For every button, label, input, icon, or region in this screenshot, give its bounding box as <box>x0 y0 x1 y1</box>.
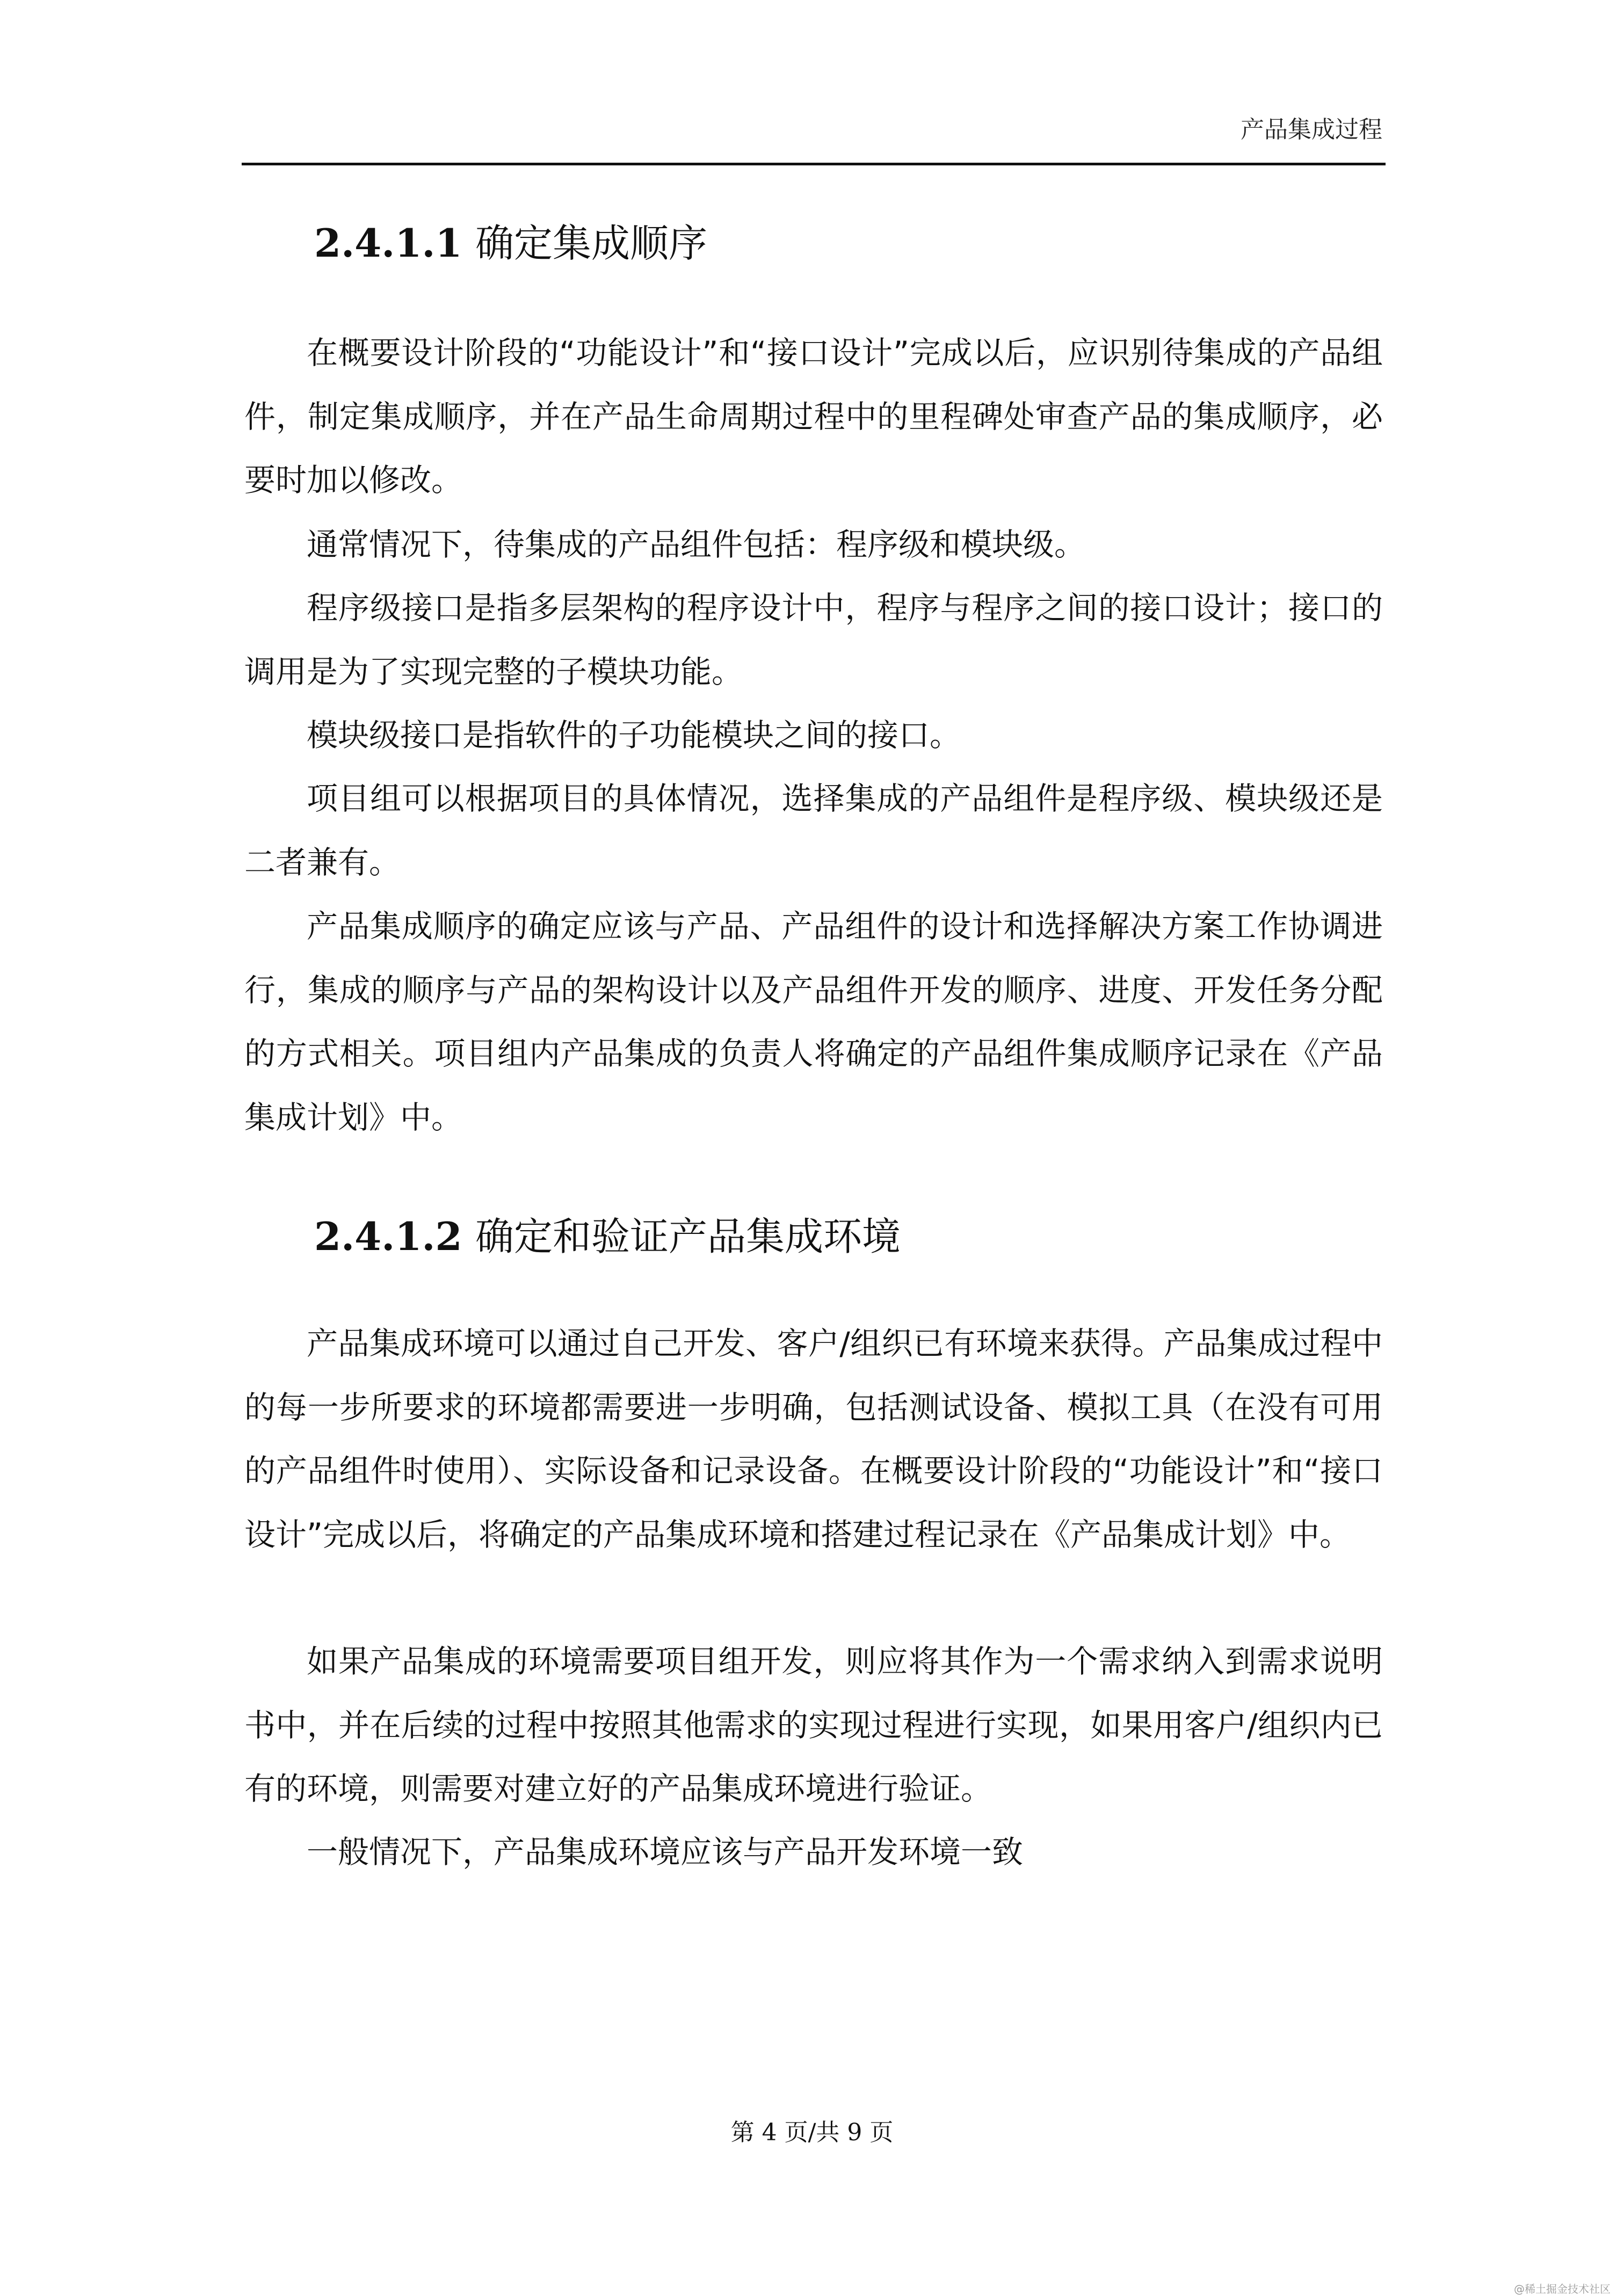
paragraph: 项目组可以根据项目的具体情况，选择集成的产品组件是程序级、模块级还是二者兼有。 <box>244 780 1383 881</box>
section-heading-2-4-1-1 <box>314 212 707 268</box>
paragraph: 程序级接口是指多层架构的程序设计中，程序与程序之间的接口设计；接口的调用是为了实现完整的子模块功能。 <box>244 590 1383 690</box>
section-number: 2.4.1.2 <box>314 1214 462 1259</box>
paragraph: 模块级接口是指软件的子功能模块之间的接口。 <box>307 717 961 753</box>
paragraph: 通常情况下，待集成的产品组件包括：程序级和模块级。 <box>307 526 1086 563</box>
paragraph: 产品集成环境可以通过自己开发、客户/组织已有环境来获得。产品集成过程中的每一步所要求的环境都需要进一步明确，包括测试设备、模拟工具（在没有可用的产品组件时使用）、实际设备和记录设备。在概要设计阶段的“功能设计”和“接口设计”完成以后，将确定的产品集成环境和搭建过程记录在《产品集成计划》中。 <box>244 1325 1383 1553</box>
page-header-title: 产品集成过程 <box>1241 116 1382 143</box>
paragraph: 产品集成顺序的确定应该与产品、产品组件的设计和选择解决方案工作协调进行，集成的顺序与产品的架构设计以及产品组件开发的顺序、进度、开发任务分配的方式相关。项目组内产品集成的负责人将确定的产品组件集成顺序记录在《产品集成计划》中。 <box>244 908 1383 1136</box>
section-title: 确定集成顺序 <box>475 221 708 266</box>
watermark: @稀土掘金技术社区 <box>1514 2283 1611 2295</box>
header-rule <box>242 163 1386 165</box>
section-title: 确定和验证产品集成环境 <box>475 1214 901 1259</box>
paragraph: 如果产品集成的环境需要项目组开发，则应将其作为一个需求纳入到需求说明书中，并在后续的过程中按照其他需求的实现过程进行实现，如果用客户/组织内已有的环境，则需要对建立好的产品集成环境进行验证。 <box>244 1643 1383 1807</box>
paragraph: 在概要设计阶段的“功能设计”和“接口设计”完成以后，应识别待集成的产品组件，制定集成顺序，并在产品生命周期过程中的里程碑处审查产品的集成顺序，必要时加以修改。 <box>244 335 1383 498</box>
section-number: 2.4.1.1 <box>314 220 462 266</box>
page-number: 第 4 页/共 9 页 <box>730 2119 894 2146</box>
section-heading-2-4-1-2 <box>314 1205 901 1261</box>
paragraph: 一般情况下，产品集成环境应该与产品开发环境一致 <box>307 1834 1024 1870</box>
